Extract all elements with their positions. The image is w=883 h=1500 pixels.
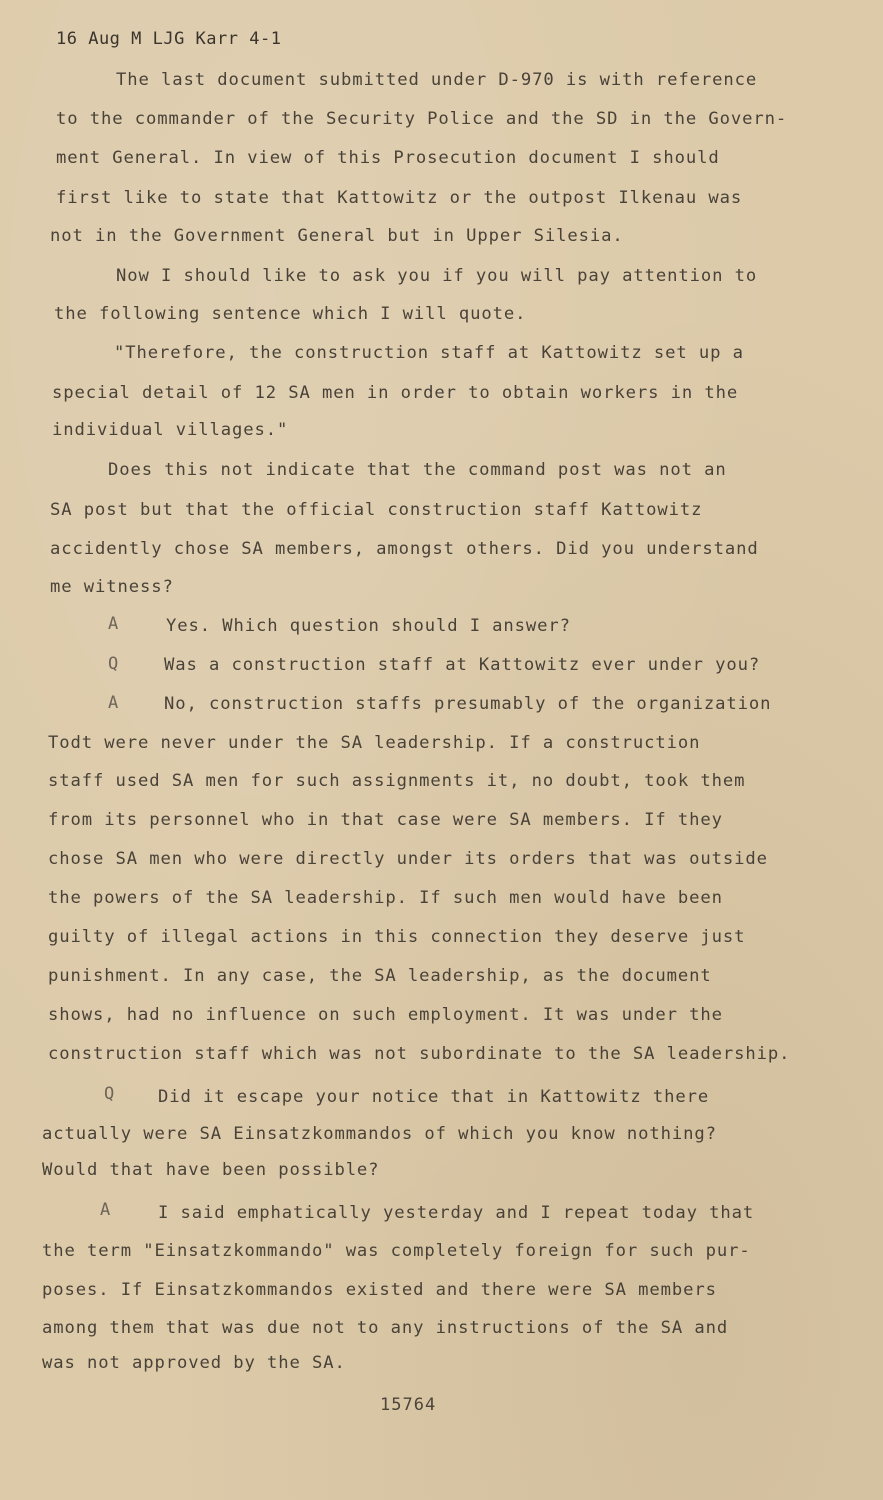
text-line: Was a construction staff at Kattowitz ever under you?	[164, 655, 761, 675]
text-line: guilty of illegal actions in this connection they deserve just	[48, 927, 746, 947]
text-line: Did it escape your notice that in Kattowitz there	[158, 1087, 710, 1107]
text-line: to the commander of the Security Police and the SD in the Govern-	[56, 109, 788, 129]
text-line: among them that was due not to any instructions of the SA and	[42, 1318, 729, 1338]
text-line: Does this not indicate that the command post was not an	[108, 460, 727, 480]
text-line: ment General. In view of this Prosecution document I should	[56, 148, 720, 168]
text-line: Todt were never under the SA leadership. If a construction	[48, 733, 701, 753]
text-line: "Therefore, the construction staff at Kattowitz set up a	[114, 343, 744, 363]
text-line: actually were SA Einsatzkommandos of which you know nothing?	[42, 1124, 717, 1144]
text-line: shows, had no influence on such employment. It was under the	[48, 1005, 723, 1025]
text-line: accidently chose SA members, amongst others. Did you understand	[50, 539, 759, 559]
text-line: Would that have been possible?	[42, 1160, 380, 1180]
text-line: staff used SA men for such assignments it, no doubt, took them	[48, 771, 746, 791]
text-line: the powers of the SA leadership. If such men would have been	[48, 888, 723, 908]
text-line: SA post but that the official construction staff Kattowitz	[50, 500, 703, 520]
text-line: from its personnel who in that case were SA members. If they	[48, 810, 723, 830]
text-line: was not approved by the SA.	[42, 1353, 346, 1373]
text-line: special detail of 12 SA men in order to obtain workers in the	[52, 383, 739, 403]
text-line: I said emphatically yesterday and I repeat today that	[158, 1203, 755, 1223]
text-line: construction staff which was not subordinate to the SA leadership.	[48, 1044, 791, 1064]
text-line: chose SA men who were directly under its orders that was outside	[48, 849, 768, 869]
text-line: poses. If Einsatzkommandos existed and there were SA members	[42, 1280, 717, 1300]
question-label: Q	[104, 1084, 115, 1104]
text-line: No, construction staffs presumably of the organization	[164, 694, 772, 714]
answer-label: A	[108, 614, 119, 634]
text-line: me witness?	[50, 577, 174, 597]
text-line: punishment. In any case, the SA leadership, as the document	[48, 966, 712, 986]
text-line: not in the Government General but in Upper Silesia.	[50, 226, 624, 246]
text-line: Now I should like to ask you if you will pay attention to	[116, 266, 758, 286]
answer-label: A	[100, 1200, 111, 1220]
text-line: individual villages."	[52, 420, 289, 440]
text-line: The last document submitted under D-970 is with reference	[116, 70, 758, 90]
text-line: Yes. Which question should I answer?	[166, 616, 571, 636]
text-line: first like to state that Kattowitz or the outpost Ilkenau was	[56, 188, 743, 208]
page-header: 16 Aug M LJG Karr 4-1	[56, 29, 282, 49]
text-line: the following sentence which I will quote.	[54, 304, 527, 324]
page-number: 15764	[380, 1395, 437, 1415]
question-label: Q	[108, 654, 119, 674]
answer-label: A	[108, 693, 119, 713]
text-line: the term "Einsatzkommando" was completely foreign for such pur-	[42, 1241, 751, 1261]
